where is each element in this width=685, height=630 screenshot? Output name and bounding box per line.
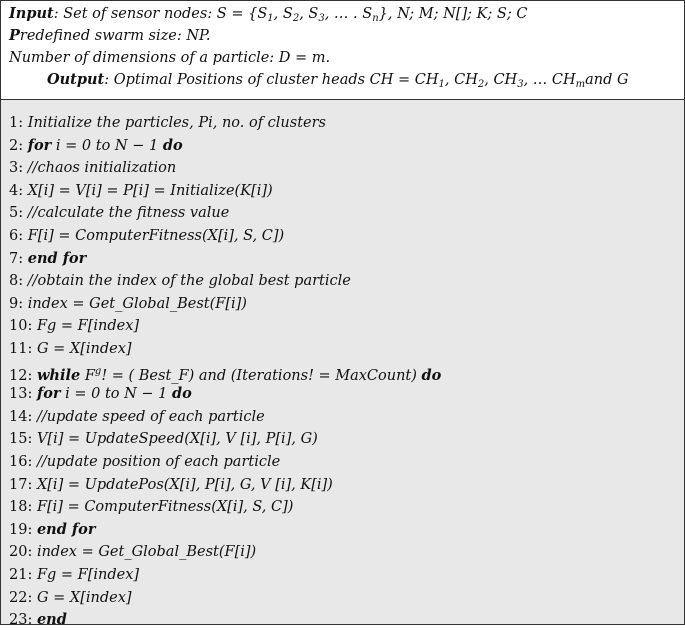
text-segment: 2: — [9, 137, 28, 154]
text-segment: X[i] = UpdatePos(X[i], P[i], G, V [i], K[i]) — [36, 476, 333, 493]
algorithm-line — [9, 542, 256, 562]
keyword: end for — [36, 520, 96, 538]
text-segment: n — [372, 13, 379, 24]
algorithm-line — [9, 362, 441, 386]
text-segment: m — [575, 79, 586, 90]
text-segment: //update position of each particle — [36, 454, 281, 470]
text-segment: i = 0 to N − 1 — [60, 386, 173, 403]
algorithm-line — [9, 520, 95, 540]
keyword: Output — [47, 71, 105, 88]
algorithm-line — [9, 339, 132, 359]
text-segment: 22: — [9, 589, 37, 606]
text-segment: 10: — [9, 318, 37, 335]
text-segment: F[i] = ComputerFitness(X[i], S, C]) — [27, 228, 285, 244]
keyword: do — [172, 385, 192, 403]
text-segment: 8: — [9, 273, 28, 290]
text-segment: , CH — [444, 72, 478, 88]
text-segment: , … CH — [523, 72, 576, 88]
algorithm-line — [9, 497, 293, 517]
text-segment: ! = ( Best_F) and (Iterations! = MaxCount) — [101, 367, 422, 384]
keyword: Input — [9, 5, 54, 22]
text-segment: G = X[index] — [36, 589, 132, 606]
algorithm-line — [9, 565, 139, 585]
algorithm-line — [9, 226, 284, 246]
text-segment: Fg = F[index] — [36, 567, 140, 583]
text-segment: //chaos initialization — [27, 160, 177, 177]
text-segment: 3: — [9, 160, 28, 177]
text-segment: 16: — [9, 454, 37, 470]
keyword: end — [36, 611, 67, 629]
text-segment: redefined swarm size: NP. — [19, 28, 211, 44]
algorithm-line — [9, 384, 192, 404]
keyword: P — [9, 27, 20, 44]
algorithm-line — [9, 429, 318, 449]
header-line — [9, 26, 210, 46]
text-segment: index = Get_Global_Best(F[i]) — [36, 544, 257, 561]
text-segment: 3 — [318, 13, 325, 24]
algorithm-line — [9, 181, 273, 201]
text-segment: 18: — [9, 499, 37, 516]
keyword: while — [36, 366, 81, 384]
algorithm-body — [0, 99, 685, 629]
text-segment: , … . S — [324, 6, 373, 22]
text-segment: 2 — [292, 13, 300, 24]
text-segment: , CH — [484, 72, 518, 88]
text-segment: F[i] = ComputerFitness(X[i], S, C]) — [36, 499, 294, 516]
text-segment: 11: — [9, 341, 37, 357]
text-segment: and G — [585, 72, 629, 88]
text-segment: Fg = F[index] — [36, 318, 140, 335]
algorithm-line — [9, 203, 229, 223]
text-segment: 14: — [9, 408, 37, 425]
text-segment: 21: — [9, 567, 37, 583]
algorithm-line — [9, 113, 326, 133]
text-segment: F — [80, 367, 95, 384]
keyword: for — [36, 385, 61, 403]
algorithm-line — [9, 407, 265, 427]
keyword: do — [421, 366, 442, 384]
algorithm-line — [9, 316, 139, 336]
text-segment: X[i] = V[i] = P[i] = Initialize(K[i]) — [27, 182, 273, 199]
header-line — [9, 48, 330, 68]
text-segment: }, N; M; N[]; K; S; C — [378, 6, 528, 22]
text-segment: 17: — [9, 476, 37, 493]
text-segment: 15: — [9, 431, 37, 448]
text-segment: G = X[index] — [36, 341, 132, 357]
text-segment: index = Get_Global_Best(F[i]) — [27, 295, 247, 312]
text-segment: //update speed of each particle — [36, 408, 265, 425]
keyword: end for — [27, 249, 87, 267]
algorithm-line — [9, 452, 280, 472]
text-segment: //obtain the index of the global best particle — [27, 273, 351, 290]
text-segment: 5: — [9, 205, 28, 222]
text-segment: 3 — [517, 79, 524, 90]
algorithm-line — [9, 136, 183, 156]
text-segment: : Set of sensor nodes: S = {S — [53, 6, 268, 22]
keyword: for — [27, 136, 52, 154]
text-segment: , S — [273, 6, 293, 22]
algorithm-line — [9, 610, 67, 630]
text-segment: 1 — [438, 79, 445, 90]
text-segment: 13: — [9, 386, 37, 403]
text-segment: 23: — [9, 612, 37, 629]
keyword: do — [162, 136, 183, 154]
algorithm-line — [9, 475, 333, 495]
text-segment: , S — [299, 6, 319, 22]
text-segment: 9: — [9, 295, 28, 312]
text-segment: 1: — [9, 115, 28, 131]
text-segment: 12: — [9, 367, 37, 384]
text-segment: g — [94, 365, 102, 377]
algorithm-line — [9, 249, 86, 269]
text-segment: 7: — [9, 250, 28, 267]
algorithm-line — [9, 294, 247, 314]
text-segment: V[i] = UpdateSpeed(X[i], V [i], P[i], G) — [36, 431, 318, 448]
text-segment: 4: — [9, 182, 28, 199]
text-segment: 19: — [9, 521, 37, 538]
algorithm-line — [9, 588, 132, 608]
text-segment: 1 — [267, 13, 274, 24]
text-segment: 20: — [9, 544, 37, 561]
text-segment: Number of dimensions of a particle: D = m. — [9, 50, 331, 66]
algorithm-line — [9, 158, 176, 178]
algorithm-header — [0, 0, 685, 100]
text-segment: : Optimal Positions of cluster heads CH = CH — [104, 72, 439, 88]
text-segment: 2 — [477, 79, 485, 90]
algorithm-line — [9, 271, 351, 291]
text-segment: 6: — [9, 228, 28, 244]
text-segment: Initialize the particles, Pi, no. of clusters — [27, 115, 326, 131]
header-line — [47, 70, 629, 95]
text-segment: //calculate the fitness value — [27, 205, 230, 222]
text-segment: i = 0 to N − 1 — [51, 137, 163, 154]
